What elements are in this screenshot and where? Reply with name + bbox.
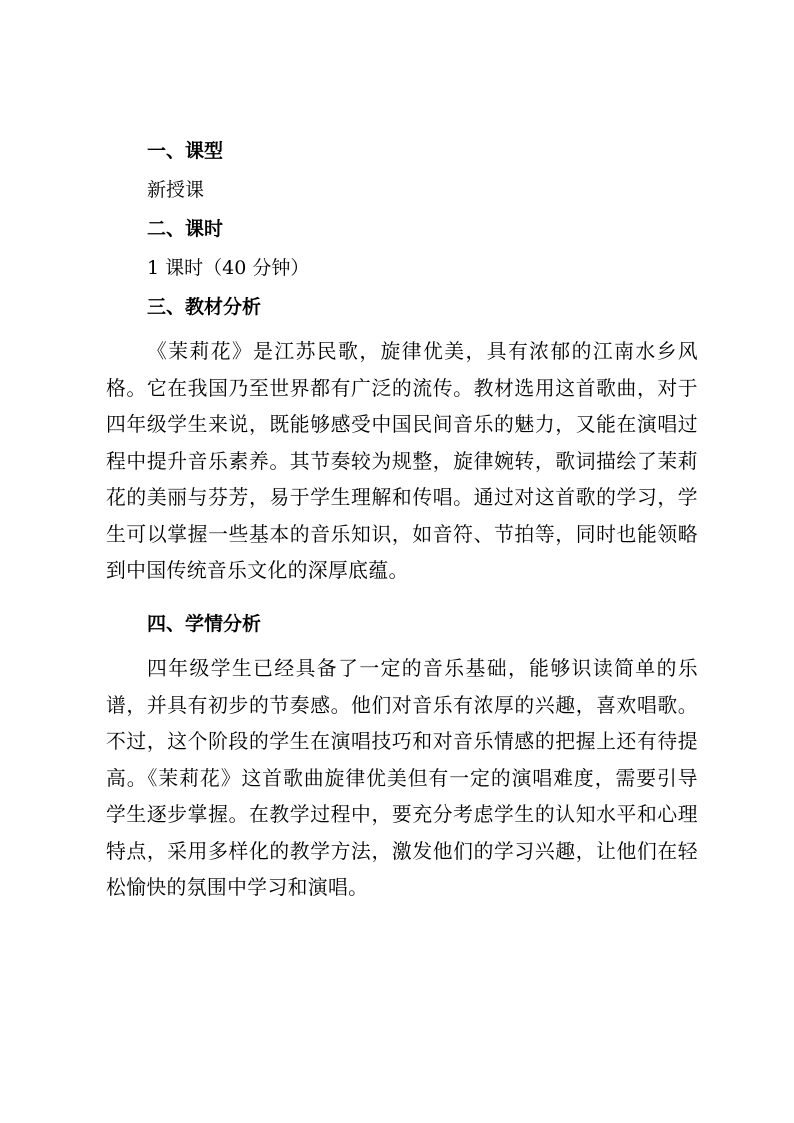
lesson-type-value: 新授课 — [147, 179, 205, 201]
student-analysis-paragraph: 四年级学生已经具备了一定的音乐基础，能够识读简单的乐谱，并具有初步的节奏感。他们对音乐有浓厚的兴趣，喜欢唱歌。不过，这个阶段的学生在演唱技巧和对音乐情感的把握上还有待提高。《茉莉花》这首歌曲旋律优美但有一定的演唱难度，需要引导学生逐步掌握。在教学过程中，要充分考虑学生的认知水平和心理特点，采用多样化的教学方法，激发他们的学习兴趣，让他们在轻松愉快的氛围中学习和演唱。 — [106, 657, 698, 899]
section-heading-class-hours: 二、课时 — [147, 218, 224, 240]
section-heading-lesson-type: 一、课型 — [147, 140, 224, 162]
class-hours-value: 1 课时（40 分钟） — [147, 257, 310, 279]
section-heading-student-analysis: 四、学情分析 — [147, 613, 262, 635]
material-analysis-paragraph: 《茉莉花》是江苏民歌，旋律优美，具有浓郁的江南水乡风格。它在我国乃至世界都有广泛的流传。教材选用这首歌曲，对于四年级学生来说，既能够感受中国民间音乐的魅力，又能在演唱过程中提升音乐素养。其节奏较为规整，旋律婉转，歌词描绘了茉莉花的美丽与芬芳，易于学生理解和传唱。通过对这首歌的学习，学生可以掌握一些基本的音乐知识，如音符、节拍等，同时也能领略到中国传统音乐文化的深厚底蕴。 — [106, 340, 698, 582]
section-heading-material-analysis: 三、教材分析 — [147, 296, 262, 318]
